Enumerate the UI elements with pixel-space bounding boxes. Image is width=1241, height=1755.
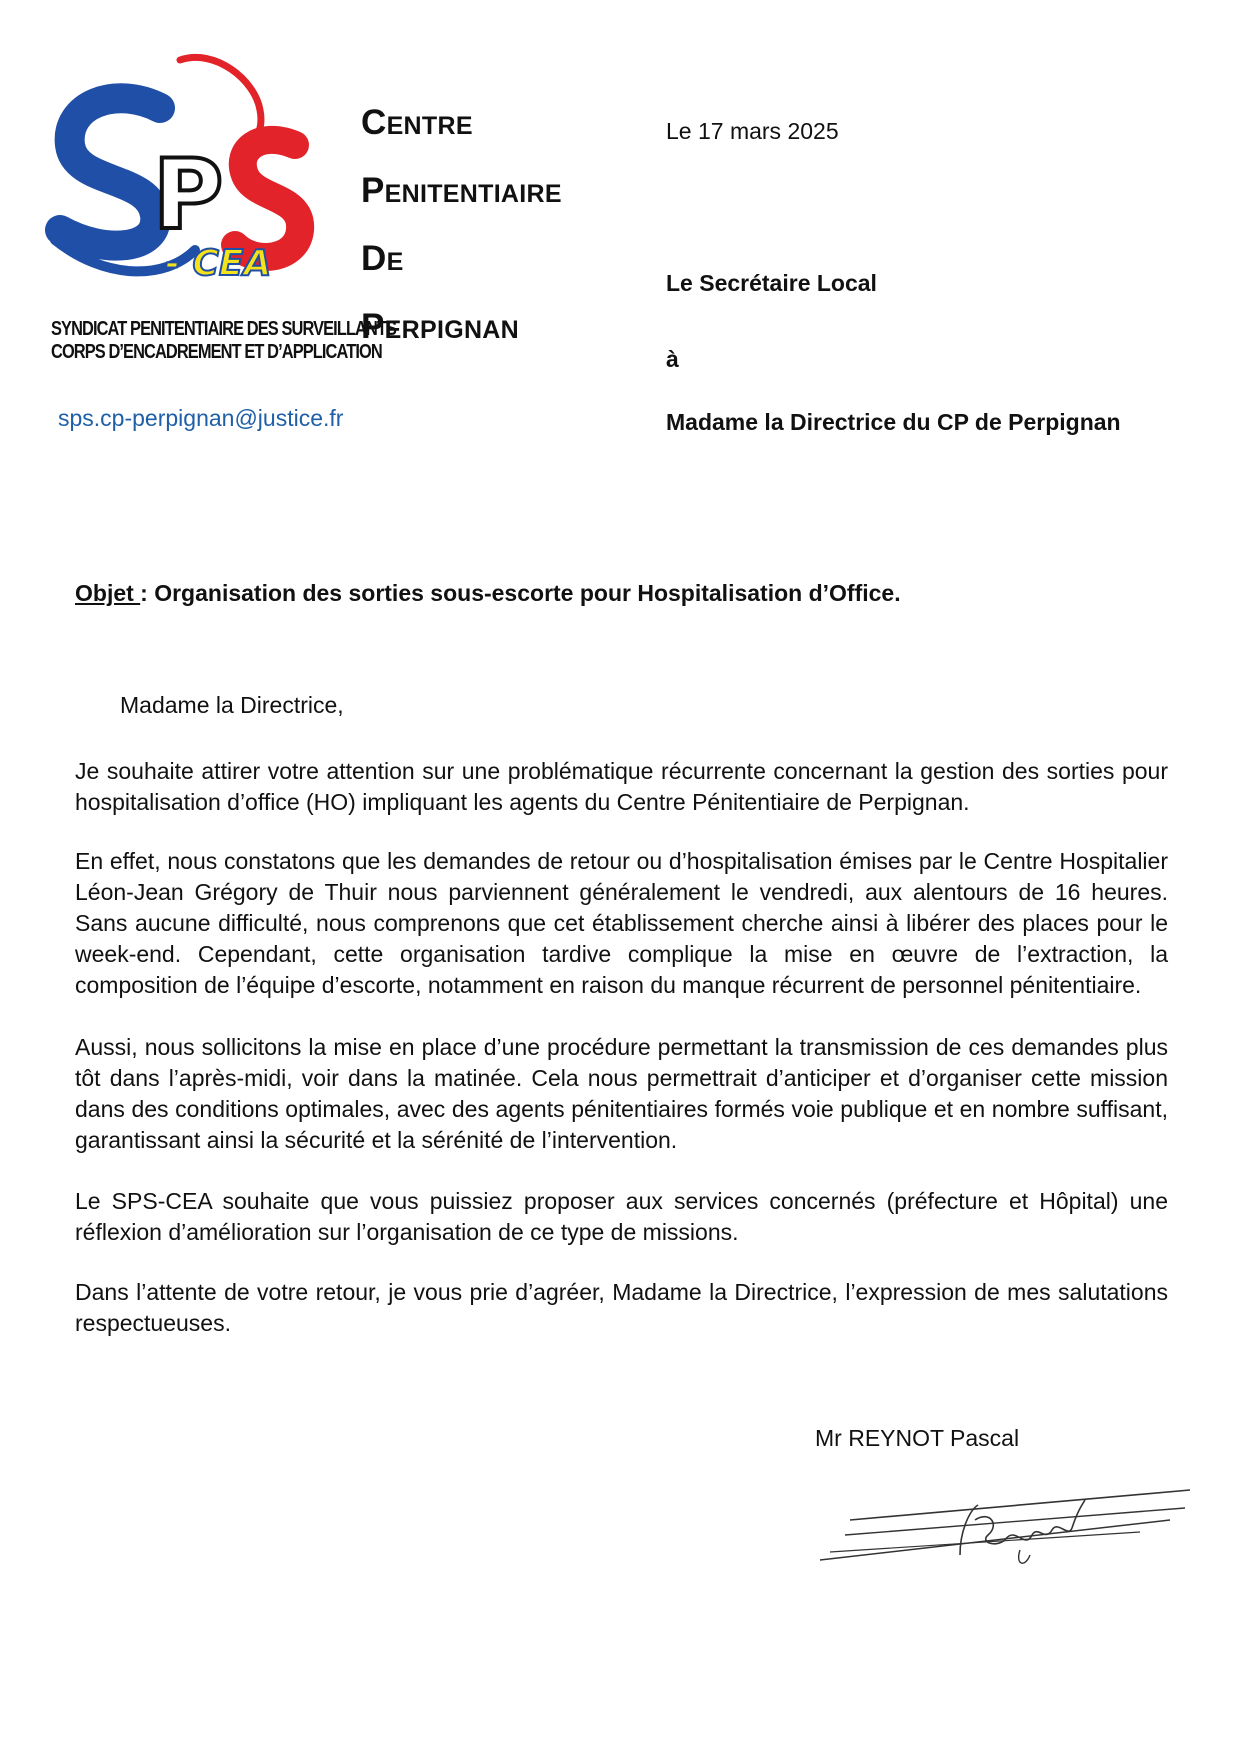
body-paragraph: Je souhaite attirer votre attention sur une problématique récurrente concernant la gestion des sorties pour hospitalisation d’office (HO) impliquant les agents du Centre Pénitentiaire de Perpignan.	[75, 758, 1168, 815]
centre-line-4: Perpignan	[361, 307, 520, 346]
centre-line-1: Centre	[361, 103, 473, 142]
contact-email[interactable]: sps.cp-perpignan@justice.fr	[58, 405, 344, 431]
sps-cea-logo	[45, 50, 397, 380]
signer-name: Mr REYNOT Pascal	[815, 1425, 1020, 1451]
centre-line-3: De	[361, 239, 404, 278]
body-paragraph: En effet, nous constatons que les demandes de retour ou d’hospitalisation émises par le Centre Hospitalier Léon-Jean Grégory de Thuir nous parviennent généralement le vendredi, aux alentours de 16 heures. Sans aucune difficulté, nous comprenons que cet établissement cherche ainsi à libérer des places pour le week-end. Cependant, cette organisation tardive complique la mise en œuvre de l’extraction, la composition de l’équipe d’escorte, notamment en raison du manque récurrent de personnel pénitentiaire.	[75, 848, 1168, 998]
body-paragraph: Aussi, nous sollicitons la mise en place d’une procédure permettant la transmission de ces demandes plus tôt dans l’après-midi, voir dans la matinée. Cela nous permettrait d’anticiper et d’organiser cette mission dans des conditions optimales, avec des agents pénitentiaires formés voie publique et en nombre suffisant, garantissant ainsi la sécurité et la sérénité de l’intervention.	[75, 1034, 1168, 1153]
letter-date: Le 17 mars 2025	[666, 118, 839, 144]
logo-union-name-line1: SYNDICAT PENITENTIAIRE DES SURVEILLANTS	[51, 318, 397, 340]
sps-logo-graphic	[45, 50, 355, 320]
recipient: Madame la Directrice du CP de Perpignan	[666, 409, 1121, 435]
subject-label: Objet	[75, 580, 141, 606]
to-label: à	[666, 346, 679, 372]
handwritten-signature	[810, 1480, 1200, 1570]
svg-text:P: P	[153, 139, 224, 251]
salutation: Madame la Directrice,	[120, 692, 344, 718]
subject-line	[75, 580, 901, 607]
svg-text:- CEA: - CEA	[165, 243, 272, 284]
centre-line-2: Penitentiaire	[361, 171, 562, 210]
logo-union-name-line2: CORPS D’ENCADREMENT ET D’APPLICATION	[51, 341, 382, 363]
body-paragraph: Dans l’attente de votre retour, je vous prie d’agréer, Madame la Directrice, l’expression de mes salutations respectueuses.	[75, 1279, 1168, 1336]
body-paragraph: Le SPS-CEA souhaite que vous puissiez proposer aux services concernés (préfecture et Hôpital) une réflexion d’amélioration sur l’organisation de ce type de missions.	[75, 1188, 1168, 1245]
subject-text: : Organisation des sorties sous-escorte pour Hospitalisation d’Office.	[140, 580, 901, 606]
sender-title: Le Secrétaire Local	[666, 270, 877, 296]
